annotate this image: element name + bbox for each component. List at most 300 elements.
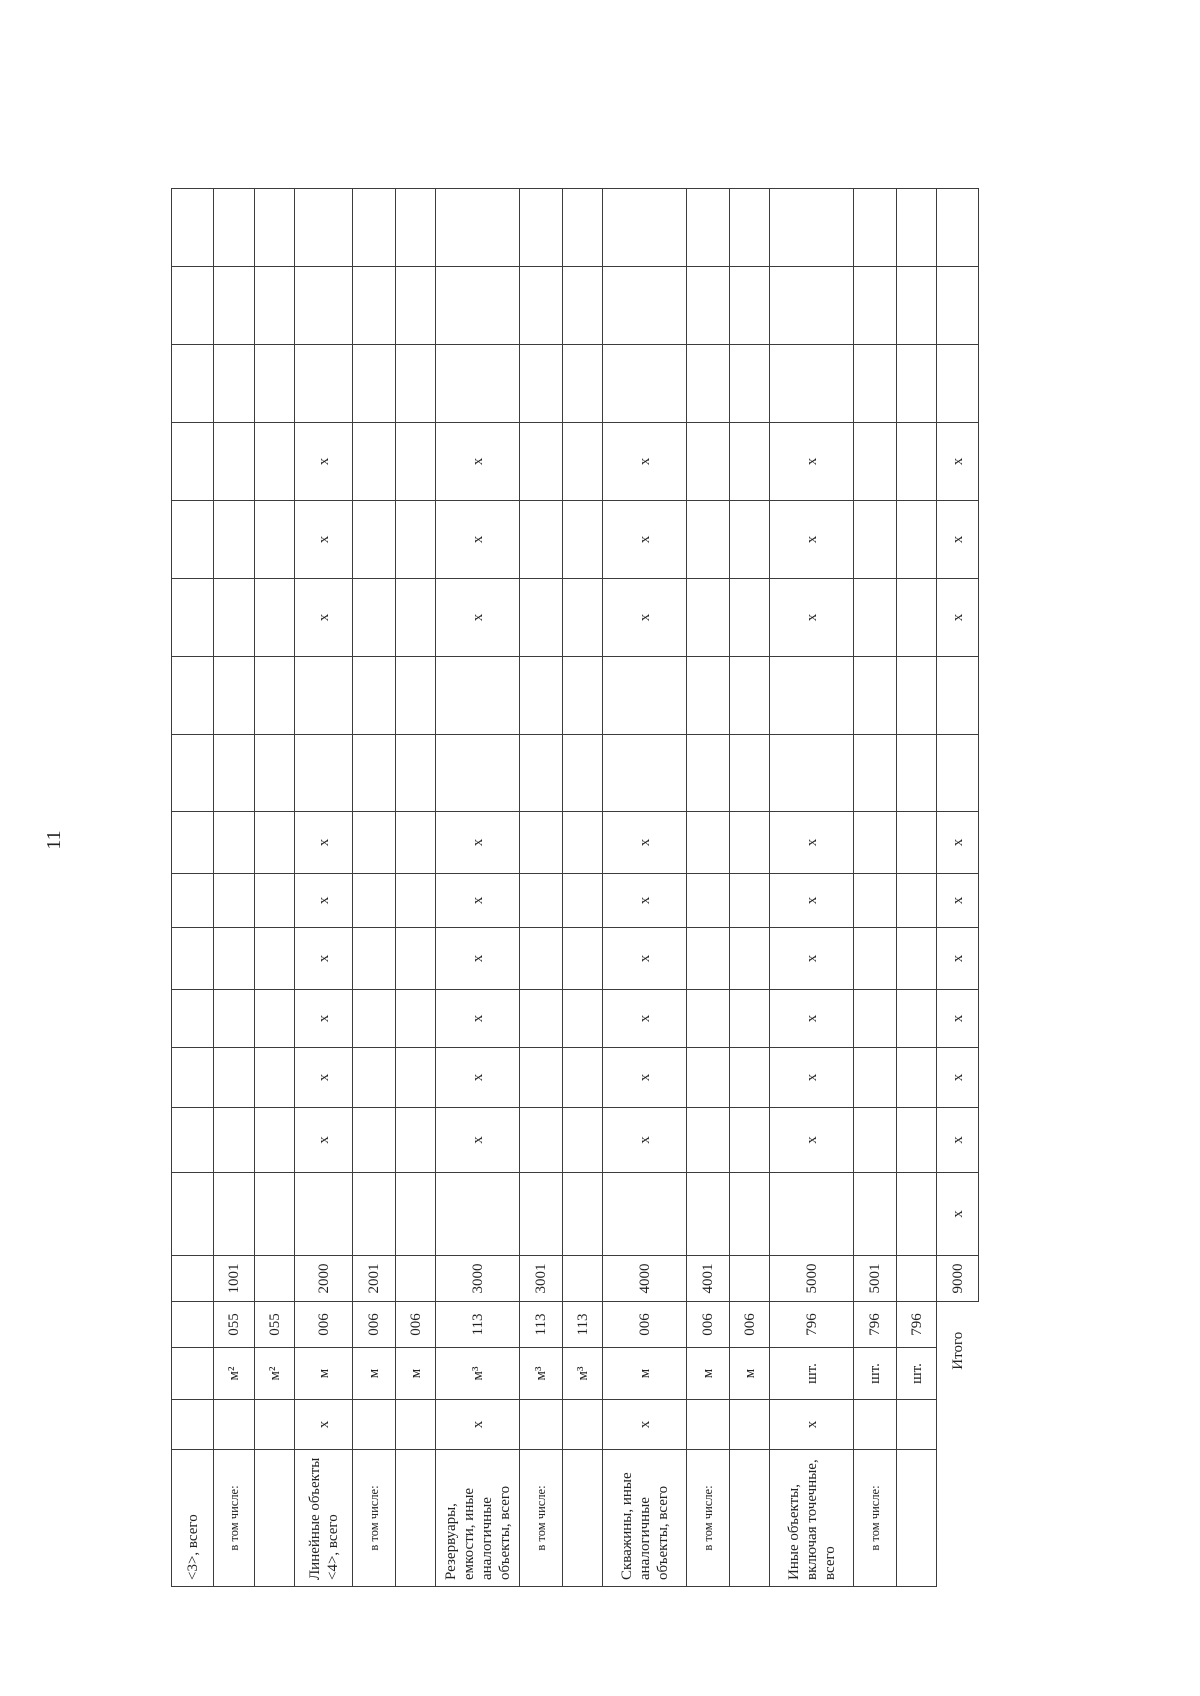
value-cell: x — [603, 990, 687, 1048]
value-cell — [897, 345, 937, 423]
value-cell — [353, 1173, 396, 1256]
value-cell — [730, 735, 770, 812]
total-value-cell: x — [937, 874, 979, 928]
table-row — [603, 189, 687, 1587]
value-cell: x — [295, 579, 353, 657]
row-code-cell — [730, 1256, 770, 1302]
value-cell — [214, 928, 255, 990]
total-label: Итого — [949, 1331, 966, 1370]
table-row — [520, 189, 563, 1587]
value-cell: x — [603, 1048, 687, 1108]
value-cell — [687, 990, 730, 1048]
row-name-cell: в том числе: — [214, 1450, 255, 1587]
value-cell — [436, 345, 520, 423]
value-cell: x — [770, 423, 854, 501]
value-cell — [295, 189, 353, 267]
value-cell — [520, 812, 563, 874]
row-mark-cell — [214, 1400, 255, 1450]
value-cell — [214, 579, 255, 657]
value-cell — [687, 1108, 730, 1173]
value-cell — [396, 735, 436, 812]
row-name-cell: в том числе: — [687, 1450, 730, 1587]
value-cell — [854, 189, 897, 267]
row-name-cell — [255, 1450, 295, 1587]
value-cell: x — [436, 501, 520, 579]
value-cell — [172, 1108, 214, 1173]
row-name-cell: Резервуары, емкости, иные аналогичные объекты, всего — [436, 1450, 520, 1587]
value-cell — [520, 501, 563, 579]
value-cell: x — [603, 1108, 687, 1173]
okei-code-cell: 113 — [436, 1302, 520, 1348]
value-cell — [436, 189, 520, 267]
value-cell: x — [436, 1048, 520, 1108]
value-cell — [214, 1108, 255, 1173]
value-cell — [563, 423, 603, 501]
value-cell: x — [295, 423, 353, 501]
value-cell — [854, 928, 897, 990]
row-code-cell: 3000 — [436, 1256, 520, 1302]
value-cell — [295, 267, 353, 345]
table-row — [214, 189, 255, 1587]
value-cell: x — [436, 874, 520, 928]
row-code-cell — [563, 1256, 603, 1302]
value-cell — [687, 501, 730, 579]
value-cell — [854, 345, 897, 423]
value-cell: x — [436, 812, 520, 874]
value-cell — [214, 874, 255, 928]
row-code-cell: 2001 — [353, 1256, 396, 1302]
unit-cell: шт. — [770, 1348, 854, 1400]
row-mark-cell — [854, 1400, 897, 1450]
value-cell — [520, 874, 563, 928]
value-cell — [897, 501, 937, 579]
value-cell — [172, 928, 214, 990]
value-cell — [603, 657, 687, 735]
value-cell — [563, 345, 603, 423]
value-cell — [730, 267, 770, 345]
total-value-cell: x — [937, 579, 979, 657]
value-cell — [687, 189, 730, 267]
row-mark-cell: x — [436, 1400, 520, 1450]
value-cell — [897, 735, 937, 812]
total-value-cell: x — [937, 1108, 979, 1173]
total-value-cell: x — [937, 1173, 979, 1256]
table-row — [172, 189, 214, 1587]
row-mark-cell — [353, 1400, 396, 1450]
value-cell — [687, 423, 730, 501]
row-name-cell: в том числе: — [520, 1450, 563, 1587]
value-cell: x — [603, 501, 687, 579]
value-cell — [687, 345, 730, 423]
row-name-cell: Иные объекты, включая точечные, всего — [770, 1450, 854, 1587]
value-cell — [687, 928, 730, 990]
value-cell — [396, 267, 436, 345]
value-cell — [897, 1173, 937, 1256]
value-cell — [172, 874, 214, 928]
value-cell — [353, 874, 396, 928]
row-code-cell: 1001 — [214, 1256, 255, 1302]
value-cell: x — [770, 501, 854, 579]
value-cell — [730, 990, 770, 1048]
value-cell — [214, 812, 255, 874]
value-cell — [520, 423, 563, 501]
value-cell — [770, 1173, 854, 1256]
value-cell — [353, 990, 396, 1048]
value-cell — [520, 579, 563, 657]
value-cell — [214, 267, 255, 345]
value-cell: x — [770, 1108, 854, 1173]
value-cell — [897, 1108, 937, 1173]
okei-code-cell: 006 — [730, 1302, 770, 1348]
table-row — [353, 189, 396, 1587]
value-cell — [520, 657, 563, 735]
value-cell — [172, 579, 214, 657]
value-cell — [353, 1048, 396, 1108]
value-cell — [255, 874, 295, 928]
value-cell — [353, 267, 396, 345]
value-cell — [603, 345, 687, 423]
value-cell — [520, 1048, 563, 1108]
row-code-cell — [255, 1256, 295, 1302]
value-cell — [770, 345, 854, 423]
unit-cell: м — [687, 1348, 730, 1400]
value-cell: x — [770, 874, 854, 928]
value-cell — [255, 928, 295, 990]
value-cell — [520, 1108, 563, 1173]
value-cell — [255, 1108, 295, 1173]
value-cell — [603, 267, 687, 345]
total-row — [937, 189, 979, 1587]
value-cell — [295, 345, 353, 423]
value-cell — [255, 501, 295, 579]
value-cell — [214, 735, 255, 812]
value-cell — [687, 657, 730, 735]
value-cell — [172, 990, 214, 1048]
okei-code-cell: 113 — [520, 1302, 563, 1348]
okei-code-cell: 006 — [687, 1302, 730, 1348]
value-cell: x — [770, 812, 854, 874]
value-cell — [520, 928, 563, 990]
table-row — [687, 189, 730, 1587]
value-cell — [295, 735, 353, 812]
value-cell — [730, 345, 770, 423]
table-row — [897, 189, 937, 1587]
value-cell: x — [436, 423, 520, 501]
okei-code-cell: 006 — [603, 1302, 687, 1348]
value-cell — [436, 657, 520, 735]
value-cell — [353, 579, 396, 657]
value-cell — [214, 345, 255, 423]
value-cell — [687, 874, 730, 928]
value-cell — [353, 812, 396, 874]
row-name-cell — [897, 1450, 937, 1587]
total-code-cell: 9000 — [937, 1256, 979, 1302]
value-cell: x — [770, 1048, 854, 1108]
value-cell — [563, 1108, 603, 1173]
row-mark-cell — [563, 1400, 603, 1450]
value-cell — [172, 345, 214, 423]
value-cell — [353, 189, 396, 267]
value-cell — [520, 1173, 563, 1256]
value-cell — [854, 657, 897, 735]
value-cell: x — [603, 874, 687, 928]
value-cell — [396, 579, 436, 657]
value-cell — [730, 1173, 770, 1256]
value-cell — [396, 928, 436, 990]
value-cell — [770, 267, 854, 345]
value-cell — [255, 657, 295, 735]
value-cell: x — [295, 1108, 353, 1173]
value-cell — [172, 812, 214, 874]
table-row — [255, 189, 295, 1587]
table-row — [854, 189, 897, 1587]
report-table — [171, 188, 979, 1587]
value-cell — [854, 990, 897, 1048]
okei-code-cell: 796 — [897, 1302, 937, 1348]
value-cell — [563, 267, 603, 345]
value-cell — [436, 267, 520, 345]
row-mark-cell — [897, 1400, 937, 1450]
value-cell — [563, 501, 603, 579]
value-cell — [214, 423, 255, 501]
value-cell — [396, 189, 436, 267]
value-cell — [854, 501, 897, 579]
value-cell — [563, 657, 603, 735]
value-cell — [687, 1173, 730, 1256]
row-mark-cell — [255, 1400, 295, 1450]
value-cell — [854, 579, 897, 657]
unit-cell: м — [603, 1348, 687, 1400]
value-cell — [353, 1108, 396, 1173]
value-cell — [255, 267, 295, 345]
row-mark-cell — [730, 1400, 770, 1450]
value-cell — [396, 1048, 436, 1108]
value-cell — [603, 735, 687, 812]
value-cell: x — [436, 1108, 520, 1173]
value-cell — [897, 928, 937, 990]
value-cell: x — [295, 874, 353, 928]
value-cell — [854, 1173, 897, 1256]
value-cell — [897, 189, 937, 267]
unit-cell: м³ — [520, 1348, 563, 1400]
value-cell — [172, 657, 214, 735]
value-cell — [730, 189, 770, 267]
value-cell — [396, 1173, 436, 1256]
value-cell — [520, 735, 563, 812]
value-cell — [854, 874, 897, 928]
table-row — [730, 189, 770, 1587]
value-cell — [172, 423, 214, 501]
value-cell: x — [295, 812, 353, 874]
value-cell — [396, 423, 436, 501]
value-cell — [897, 812, 937, 874]
value-cell — [255, 189, 295, 267]
value-cell — [563, 928, 603, 990]
row-name-cell: в том числе: — [353, 1450, 396, 1587]
value-cell — [436, 1173, 520, 1256]
value-cell — [172, 1048, 214, 1108]
value-cell — [214, 990, 255, 1048]
unit-cell: м — [396, 1348, 436, 1400]
total-value-cell — [937, 735, 979, 812]
value-cell — [563, 735, 603, 812]
table-row — [563, 189, 603, 1587]
unit-cell: м³ — [436, 1348, 520, 1400]
value-cell — [255, 1173, 295, 1256]
value-cell — [396, 657, 436, 735]
value-cell — [730, 579, 770, 657]
value-cell — [563, 1048, 603, 1108]
row-mark-cell: x — [295, 1400, 353, 1450]
row-name-cell — [563, 1450, 603, 1587]
value-cell — [730, 928, 770, 990]
value-cell: x — [770, 928, 854, 990]
value-cell — [396, 501, 436, 579]
value-cell — [897, 657, 937, 735]
okei-code-cell: 796 — [770, 1302, 854, 1348]
value-cell — [897, 874, 937, 928]
value-cell — [172, 501, 214, 579]
value-cell — [854, 423, 897, 501]
value-cell — [255, 1048, 295, 1108]
total-value-cell: x — [937, 423, 979, 501]
total-value-cell: x — [937, 990, 979, 1048]
total-value-cell: x — [937, 928, 979, 990]
unit-cell: шт. — [897, 1348, 937, 1400]
unit-cell: м — [295, 1348, 353, 1400]
value-cell — [520, 345, 563, 423]
value-cell — [854, 1048, 897, 1108]
value-cell — [396, 812, 436, 874]
row-code-cell — [396, 1256, 436, 1302]
value-cell: x — [295, 501, 353, 579]
value-cell — [563, 812, 603, 874]
value-cell — [214, 189, 255, 267]
value-cell — [687, 735, 730, 812]
row-code-cell — [172, 1256, 214, 1302]
value-cell: x — [603, 812, 687, 874]
value-cell — [214, 657, 255, 735]
value-cell — [897, 990, 937, 1048]
row-name-cell: Линейные объекты <4>, всего — [295, 1450, 353, 1587]
value-cell — [854, 735, 897, 812]
value-cell: x — [603, 423, 687, 501]
value-cell — [214, 1048, 255, 1108]
value-cell — [255, 812, 295, 874]
value-cell — [730, 657, 770, 735]
value-cell — [563, 1173, 603, 1256]
okei-code-cell: 006 — [295, 1302, 353, 1348]
value-cell: x — [436, 579, 520, 657]
value-cell — [770, 735, 854, 812]
value-cell — [730, 1108, 770, 1173]
value-cell — [854, 812, 897, 874]
value-cell: x — [295, 928, 353, 990]
value-cell — [353, 735, 396, 812]
value-cell — [353, 928, 396, 990]
unit-cell: м³ — [563, 1348, 603, 1400]
row-name-cell: <3>, всего — [172, 1450, 214, 1587]
row-mark-cell — [172, 1400, 214, 1450]
value-cell: x — [295, 990, 353, 1048]
value-cell — [520, 990, 563, 1048]
value-cell — [520, 189, 563, 267]
value-cell — [563, 874, 603, 928]
value-cell — [563, 189, 603, 267]
value-cell — [172, 735, 214, 812]
value-cell — [687, 267, 730, 345]
total-spacer — [937, 1450, 979, 1587]
page-number: 11 — [43, 830, 65, 850]
value-cell — [897, 267, 937, 345]
value-cell — [687, 1048, 730, 1108]
row-code-cell: 5000 — [770, 1256, 854, 1302]
row-name-cell — [396, 1450, 436, 1587]
value-cell — [214, 501, 255, 579]
row-code-cell: 4001 — [687, 1256, 730, 1302]
value-cell — [255, 735, 295, 812]
value-cell: x — [603, 579, 687, 657]
rotated-table-container — [171, 188, 979, 1587]
table-row — [295, 189, 353, 1587]
value-cell: x — [295, 1048, 353, 1108]
row-name-cell: Скважины, иные аналогичные объекты, всего — [603, 1450, 687, 1587]
value-cell — [172, 1173, 214, 1256]
value-cell — [295, 657, 353, 735]
value-cell — [563, 990, 603, 1048]
value-cell — [603, 1173, 687, 1256]
okei-code-cell: 006 — [353, 1302, 396, 1348]
table-row — [770, 189, 854, 1587]
value-cell — [770, 657, 854, 735]
total-value-cell — [937, 267, 979, 345]
value-cell — [897, 1048, 937, 1108]
value-cell: x — [603, 928, 687, 990]
row-mark-cell: x — [603, 1400, 687, 1450]
value-cell — [255, 990, 295, 1048]
okei-code-cell: 113 — [563, 1302, 603, 1348]
value-cell — [897, 579, 937, 657]
value-cell — [214, 1173, 255, 1256]
value-cell — [172, 189, 214, 267]
row-mark-cell — [520, 1400, 563, 1450]
table-row — [396, 189, 436, 1587]
value-cell — [730, 812, 770, 874]
unit-cell: м — [353, 1348, 396, 1400]
value-cell — [563, 579, 603, 657]
value-cell — [687, 579, 730, 657]
total-value-cell — [937, 345, 979, 423]
total-value-cell — [937, 189, 979, 267]
total-value-cell: x — [937, 1048, 979, 1108]
row-mark-cell — [396, 1400, 436, 1450]
table-row — [436, 189, 520, 1587]
value-cell — [396, 874, 436, 928]
value-cell: x — [436, 928, 520, 990]
unit-cell: м² — [255, 1348, 295, 1400]
row-code-cell: 2000 — [295, 1256, 353, 1302]
value-cell — [897, 423, 937, 501]
value-cell — [255, 579, 295, 657]
unit-cell: м — [730, 1348, 770, 1400]
value-cell — [353, 657, 396, 735]
unit-cell: м² — [214, 1348, 255, 1400]
row-mark-cell — [687, 1400, 730, 1450]
value-cell — [255, 423, 295, 501]
unit-cell: шт. — [854, 1348, 897, 1400]
okei-code-cell: 006 — [396, 1302, 436, 1348]
value-cell — [396, 1108, 436, 1173]
